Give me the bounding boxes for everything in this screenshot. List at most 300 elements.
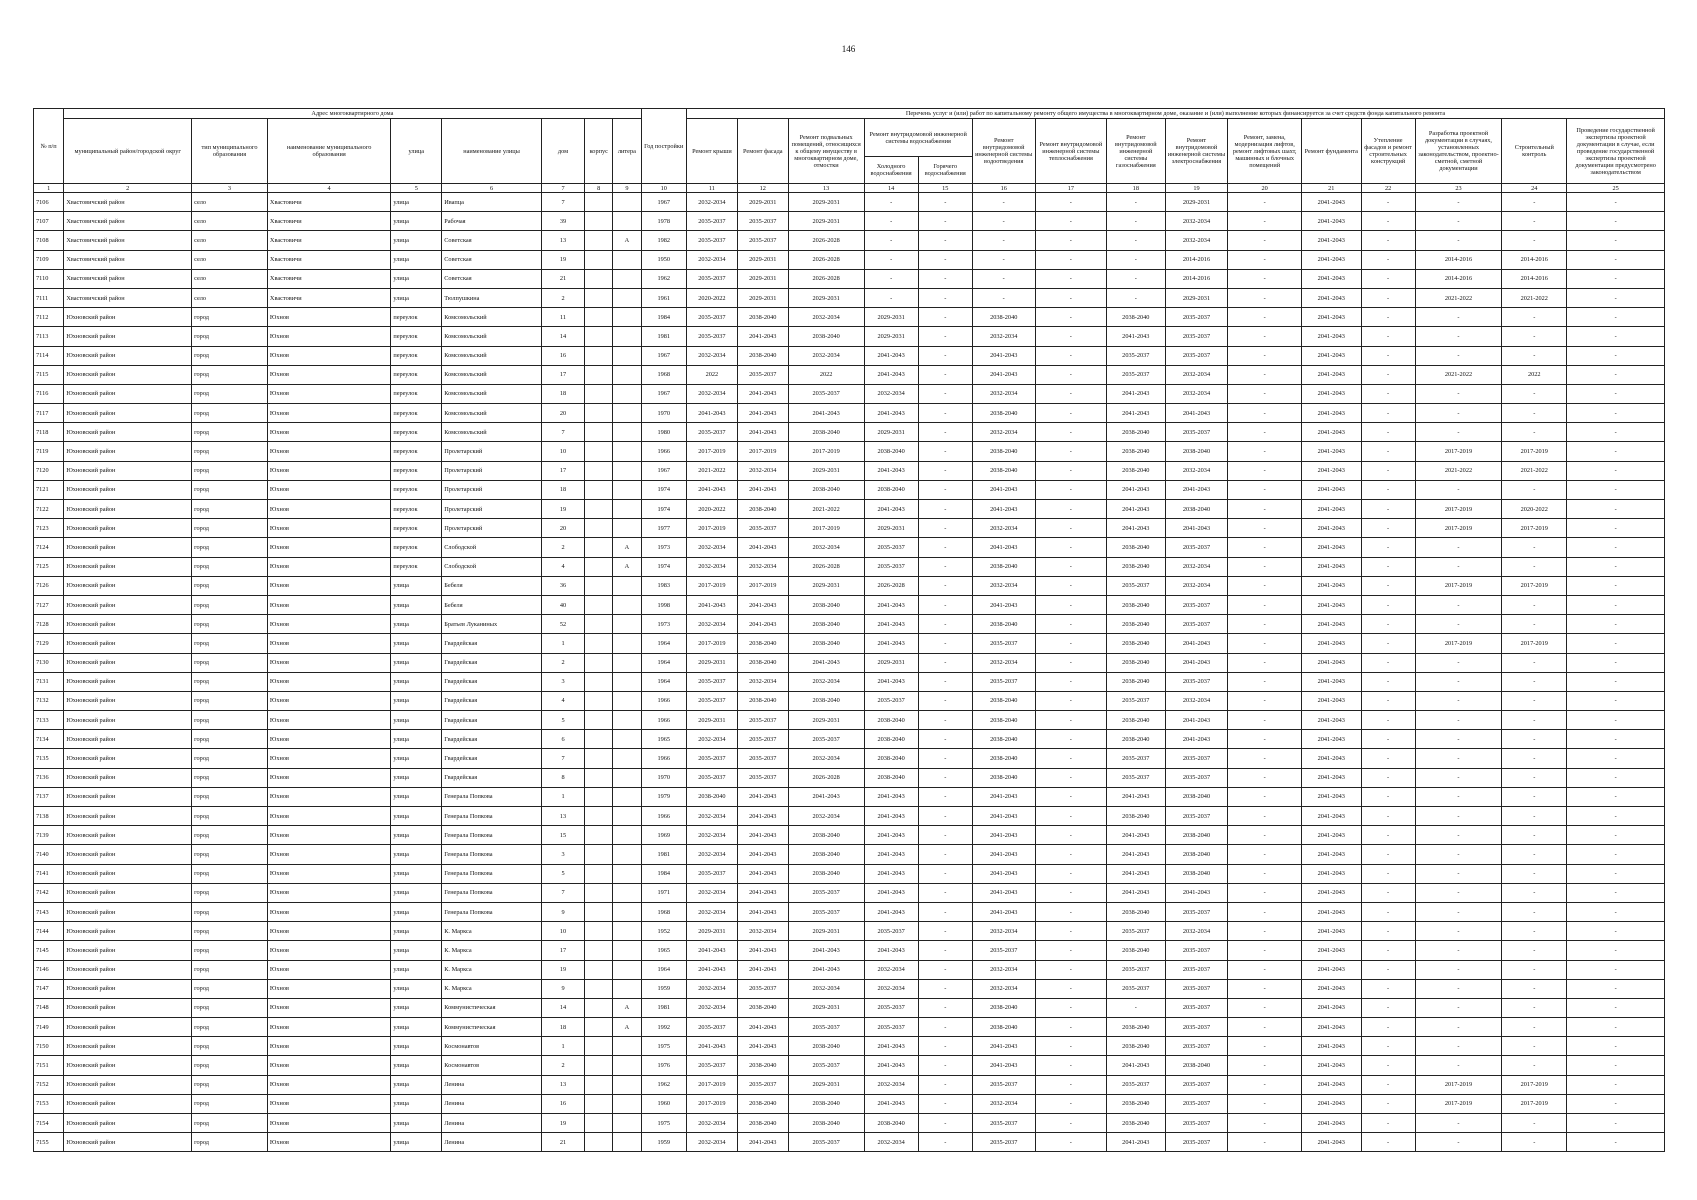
cell-letter	[613, 269, 641, 288]
cell-street-type: переулок	[391, 308, 442, 327]
cell-control: 2021-2022	[1502, 288, 1567, 307]
cell-roof: 2032-2034	[686, 1133, 737, 1152]
cell-design: -	[1415, 711, 1502, 730]
cell-building	[585, 1133, 613, 1152]
cell-district: Юхновский район	[64, 557, 192, 576]
cell-facade: 2041-2043	[737, 1018, 788, 1037]
cell-hot-water: -	[918, 1094, 972, 1113]
cell-insulation: -	[1361, 384, 1415, 403]
cell-cold-water: 2041-2043	[864, 1037, 918, 1056]
cell-control: -	[1502, 922, 1567, 941]
header-heating: Ремонт внутридомовой инженерной системы теплоснабжения	[1035, 119, 1106, 184]
cell-facade: 2035-2037	[737, 231, 788, 250]
cell-letter	[613, 519, 641, 538]
cell-settlement-name: Юхнов	[267, 979, 390, 998]
cell-gas: 2038-2040	[1107, 653, 1165, 672]
cell-building	[585, 845, 613, 864]
cell-street-name: Гвардейская	[442, 653, 542, 672]
cell-facade: 2041-2043	[737, 845, 788, 864]
cell-sewerage: 2041-2043	[972, 883, 1035, 902]
table-row	[34, 595, 1665, 614]
cell-district: Юхновский район	[64, 672, 192, 691]
cell-street-type: переулок	[391, 557, 442, 576]
cell-street-type: улица	[391, 826, 442, 845]
cell-building	[585, 288, 613, 307]
cell-gas: 2038-2040	[1107, 423, 1165, 442]
cell-control: -	[1502, 979, 1567, 998]
cell-elevator: -	[1228, 327, 1302, 346]
cell-hot-water: -	[918, 634, 972, 653]
cell-sewerage: 2032-2034	[972, 960, 1035, 979]
cell-electric: 2029-2031	[1165, 288, 1228, 307]
cell-facade: 2038-2040	[737, 346, 788, 365]
cell-design: -	[1415, 308, 1502, 327]
cell-hot-water: -	[918, 672, 972, 691]
cell-heating: -	[1035, 404, 1106, 423]
cell-facade: 2035-2037	[737, 365, 788, 384]
cell-year: 1971	[641, 883, 686, 902]
table-row	[34, 231, 1665, 250]
cell-electric: 2014-2016	[1165, 250, 1228, 269]
cell-letter	[613, 1037, 641, 1056]
cell-design: -	[1415, 404, 1502, 423]
cell-settlement-type: город	[192, 404, 268, 423]
cell-sewerage: 2035-2037	[972, 941, 1035, 960]
cell-cold-water: 2038-2040	[864, 730, 918, 749]
cell-building	[585, 365, 613, 384]
cell-hot-water: -	[918, 557, 972, 576]
cell-house: 1	[541, 787, 584, 806]
cell-district: Юхновский район	[64, 365, 192, 384]
cell-gas: 2035-2037	[1107, 749, 1165, 768]
cell-building	[585, 384, 613, 403]
cell-house: 52	[541, 615, 584, 634]
cell-row-num: 7141	[34, 864, 64, 883]
cell-foundation: 2041-2043	[1301, 960, 1361, 979]
cell-settlement-name: Юхнов	[267, 960, 390, 979]
cell-house: 39	[541, 212, 584, 231]
column-number-cell: 10	[641, 184, 686, 193]
cell-settlement-name: Юхнов	[267, 864, 390, 883]
cell-expertise: -	[1567, 615, 1665, 634]
cell-year: 1962	[641, 269, 686, 288]
cell-settlement-name: Юхнов	[267, 922, 390, 941]
cell-gas: -	[1107, 998, 1165, 1017]
cell-elevator: -	[1228, 902, 1302, 921]
cell-sewerage: 2032-2034	[972, 519, 1035, 538]
cell-district: Юхновский район	[64, 1018, 192, 1037]
cell-heating: -	[1035, 231, 1106, 250]
cell-house: 6	[541, 730, 584, 749]
cell-settlement-type: город	[192, 864, 268, 883]
cell-control: -	[1502, 845, 1567, 864]
cell-letter	[613, 883, 641, 902]
cell-house: 16	[541, 1094, 584, 1113]
cell-elevator: -	[1228, 480, 1302, 499]
cell-sewerage: 2038-2040	[972, 768, 1035, 787]
cell-roof: 2017-2019	[686, 1075, 737, 1094]
cell-building	[585, 768, 613, 787]
cell-basement: 2032-2034	[788, 346, 864, 365]
cell-sewerage: 2041-2043	[972, 500, 1035, 519]
cell-letter	[613, 1133, 641, 1152]
cell-design: -	[1415, 826, 1502, 845]
cell-roof: 2041-2043	[686, 404, 737, 423]
cell-hot-water: -	[918, 691, 972, 710]
cell-letter	[613, 595, 641, 614]
cell-settlement-name: Юхнов	[267, 1114, 390, 1133]
cell-roof: 2035-2037	[686, 672, 737, 691]
cell-street-type: переулок	[391, 346, 442, 365]
cell-street-name: Рабочая	[442, 212, 542, 231]
column-number-cell: 13	[788, 184, 864, 193]
cell-row-num: 7146	[34, 960, 64, 979]
cell-gas: 2038-2040	[1107, 941, 1165, 960]
cell-elevator: -	[1228, 519, 1302, 538]
cell-basement: 2041-2043	[788, 787, 864, 806]
cell-insulation: -	[1361, 749, 1415, 768]
cell-roof: 2022	[686, 365, 737, 384]
table-row	[34, 787, 1665, 806]
cell-settlement-type: город	[192, 500, 268, 519]
cell-letter	[613, 615, 641, 634]
column-number-cell: 6	[442, 184, 542, 193]
column-number-cell: 15	[918, 184, 972, 193]
cell-cold-water: 2038-2040	[864, 480, 918, 499]
cell-district: Юхновский район	[64, 634, 192, 653]
cell-elevator: -	[1228, 998, 1302, 1017]
cell-roof: 2032-2034	[686, 730, 737, 749]
cell-control: 2014-2016	[1502, 250, 1567, 269]
cell-sewerage: 2041-2043	[972, 826, 1035, 845]
cell-roof: 2035-2037	[686, 691, 737, 710]
cell-year: 1967	[641, 346, 686, 365]
cell-street-type: улица	[391, 711, 442, 730]
cell-district: Юхновский район	[64, 1114, 192, 1133]
cell-control: -	[1502, 595, 1567, 614]
cell-expertise: -	[1567, 960, 1665, 979]
cell-letter: А	[613, 231, 641, 250]
cell-row-num: 7106	[34, 193, 64, 212]
cell-electric: 2035-2037	[1165, 1075, 1228, 1094]
cell-settlement-name: Юхнов	[267, 1075, 390, 1094]
cell-insulation: -	[1361, 864, 1415, 883]
cell-foundation: 2041-2043	[1301, 749, 1361, 768]
cell-house: 19	[541, 1114, 584, 1133]
cell-elevator: -	[1228, 576, 1302, 595]
cell-street-name: Ивапца	[442, 193, 542, 212]
cell-insulation: -	[1361, 250, 1415, 269]
table-row	[34, 691, 1665, 710]
cell-settlement-type: город	[192, 634, 268, 653]
cell-basement: 2032-2034	[788, 749, 864, 768]
cell-street-type: переулок	[391, 519, 442, 538]
cell-insulation: -	[1361, 519, 1415, 538]
cell-elevator: -	[1228, 193, 1302, 212]
cell-elevator: -	[1228, 749, 1302, 768]
cell-hot-water: -	[918, 461, 972, 480]
cell-street-type: улица	[391, 807, 442, 826]
cell-street-type: улица	[391, 1075, 442, 1094]
header-year: Год постройки	[641, 109, 686, 184]
cell-street-type: улица	[391, 768, 442, 787]
cell-hot-water: -	[918, 883, 972, 902]
table-row	[34, 653, 1665, 672]
cell-sewerage: -	[972, 193, 1035, 212]
cell-facade: 2035-2037	[737, 519, 788, 538]
cell-cold-water: 2029-2031	[864, 308, 918, 327]
cell-electric: 2032-2034	[1165, 384, 1228, 403]
cell-heating: -	[1035, 941, 1106, 960]
table-row	[34, 346, 1665, 365]
cell-year: 1970	[641, 404, 686, 423]
cell-street-name: Комсомольский	[442, 308, 542, 327]
cell-street-name: Гвардейская	[442, 768, 542, 787]
cell-cold-water: 2032-2034	[864, 1075, 918, 1094]
cell-control: -	[1502, 1114, 1567, 1133]
cell-heating: -	[1035, 442, 1106, 461]
cell-letter	[613, 288, 641, 307]
cell-elevator: -	[1228, 442, 1302, 461]
cell-insulation: -	[1361, 193, 1415, 212]
cell-expertise: -	[1567, 576, 1665, 595]
cell-row-num: 7119	[34, 442, 64, 461]
cell-house: 10	[541, 922, 584, 941]
cell-heating: -	[1035, 711, 1106, 730]
cell-sewerage: 2041-2043	[972, 902, 1035, 921]
cell-settlement-type: город	[192, 807, 268, 826]
cell-elevator: -	[1228, 960, 1302, 979]
cell-letter	[613, 960, 641, 979]
cell-heating: -	[1035, 346, 1106, 365]
cell-street-type: улица	[391, 979, 442, 998]
cell-year: 1981	[641, 327, 686, 346]
cell-roof: 2041-2043	[686, 941, 737, 960]
cell-house: 13	[541, 1075, 584, 1094]
cell-elevator: -	[1228, 288, 1302, 307]
cell-year: 1966	[641, 807, 686, 826]
cell-facade: 2041-2043	[737, 1133, 788, 1152]
cell-settlement-type: город	[192, 1114, 268, 1133]
cell-basement: 2041-2043	[788, 941, 864, 960]
cell-street-type: улица	[391, 231, 442, 250]
cell-district: Юхновский район	[64, 308, 192, 327]
cell-year: 1975	[641, 1114, 686, 1133]
cell-foundation: 2041-2043	[1301, 787, 1361, 806]
cell-cold-water: 2035-2037	[864, 691, 918, 710]
cell-letter	[613, 212, 641, 231]
cell-expertise: -	[1567, 384, 1665, 403]
cell-roof: 2035-2037	[686, 269, 737, 288]
cell-row-num: 7136	[34, 768, 64, 787]
cell-foundation: 2041-2043	[1301, 365, 1361, 384]
cell-settlement-name: Хвастовичи	[267, 231, 390, 250]
cell-sewerage: 2041-2043	[972, 845, 1035, 864]
cell-district: Юхновский район	[64, 538, 192, 557]
cell-roof: 2032-2034	[686, 250, 737, 269]
cell-settlement-type: город	[192, 787, 268, 806]
table-row	[34, 442, 1665, 461]
cell-sewerage: 2038-2040	[972, 691, 1035, 710]
cell-electric: 2035-2037	[1165, 902, 1228, 921]
cell-settlement-type: город	[192, 1133, 268, 1152]
header-insulation: Утепление фасадов и ремонт строительных конструкций	[1361, 119, 1415, 184]
cell-house: 15	[541, 826, 584, 845]
cell-foundation: 2041-2043	[1301, 826, 1361, 845]
cell-facade: 2041-2043	[737, 826, 788, 845]
cell-roof: 2035-2037	[686, 749, 737, 768]
cell-heating: -	[1035, 691, 1106, 710]
cell-district: Юхновский район	[64, 519, 192, 538]
cell-year: 1975	[641, 1037, 686, 1056]
cell-control: -	[1502, 480, 1567, 499]
cell-roof: 2035-2037	[686, 327, 737, 346]
cell-hot-water: -	[918, 922, 972, 941]
cell-heating: -	[1035, 730, 1106, 749]
cell-basement: 2038-2040	[788, 1037, 864, 1056]
cell-year: 1964	[641, 634, 686, 653]
cell-electric: 2035-2037	[1165, 595, 1228, 614]
cell-heating: -	[1035, 250, 1106, 269]
cell-settlement-type: село	[192, 269, 268, 288]
cell-street-name: Генерала Попкова	[442, 826, 542, 845]
column-number-cell: 2	[64, 184, 192, 193]
cell-cold-water: -	[864, 231, 918, 250]
cell-hot-water: -	[918, 308, 972, 327]
cell-settlement-type: город	[192, 557, 268, 576]
cell-sewerage: 2041-2043	[972, 365, 1035, 384]
cell-insulation: -	[1361, 615, 1415, 634]
cell-design: -	[1415, 941, 1502, 960]
cell-elevator: -	[1228, 538, 1302, 557]
cell-basement: 2035-2037	[788, 384, 864, 403]
cell-design: -	[1415, 922, 1502, 941]
cell-facade: 2032-2034	[737, 557, 788, 576]
cell-street-name: Гвардейская	[442, 634, 542, 653]
header-design: Разработка проектной документации в случаях, установленных законодательством, проектно-сметной, сметной документации	[1415, 119, 1502, 184]
cell-letter	[613, 826, 641, 845]
cell-cold-water: 2038-2040	[864, 768, 918, 787]
cell-facade: 2032-2034	[737, 922, 788, 941]
cell-letter	[613, 922, 641, 941]
cell-foundation: 2041-2043	[1301, 308, 1361, 327]
cell-foundation: 2041-2043	[1301, 672, 1361, 691]
cell-elevator: -	[1228, 1056, 1302, 1075]
cell-sewerage: 2032-2034	[972, 576, 1035, 595]
header-water-group: Ремонт внутридомовой инженерной системы водоснабжения	[864, 119, 972, 157]
cell-elevator: -	[1228, 615, 1302, 634]
cell-settlement-type: город	[192, 1094, 268, 1113]
cell-electric: 2035-2037	[1165, 768, 1228, 787]
cell-house: 1	[541, 1037, 584, 1056]
column-number-cell: 11	[686, 184, 737, 193]
cell-settlement-name: Юхнов	[267, 902, 390, 921]
table-row	[34, 1037, 1665, 1056]
cell-expertise: -	[1567, 711, 1665, 730]
cell-district: Юхновский район	[64, 730, 192, 749]
cell-insulation: -	[1361, 787, 1415, 806]
cell-control: -	[1502, 193, 1567, 212]
cell-year: 1965	[641, 730, 686, 749]
cell-cold-water: 2032-2034	[864, 960, 918, 979]
cell-roof: 2032-2034	[686, 557, 737, 576]
cell-letter	[613, 1094, 641, 1113]
cell-roof: 2017-2019	[686, 576, 737, 595]
cell-cold-water: 2029-2031	[864, 653, 918, 672]
cell-electric: 2035-2037	[1165, 1018, 1228, 1037]
cell-letter	[613, 384, 641, 403]
cell-insulation: -	[1361, 308, 1415, 327]
cell-row-num: 7110	[34, 269, 64, 288]
cell-elevator: -	[1228, 500, 1302, 519]
cell-letter	[613, 576, 641, 595]
cell-settlement-name: Юхнов	[267, 519, 390, 538]
cell-letter	[613, 691, 641, 710]
cell-expertise: -	[1567, 595, 1665, 614]
cell-foundation: 2041-2043	[1301, 1075, 1361, 1094]
cell-basement: 2029-2031	[788, 998, 864, 1017]
cell-year: 1964	[641, 653, 686, 672]
cell-control: 2017-2019	[1502, 576, 1567, 595]
cell-settlement-type: город	[192, 480, 268, 499]
cell-design: -	[1415, 807, 1502, 826]
cell-hot-water: -	[918, 845, 972, 864]
cell-facade: 2038-2040	[737, 1094, 788, 1113]
cell-roof: 2032-2034	[686, 883, 737, 902]
table-row	[34, 634, 1665, 653]
cell-gas: 2041-2043	[1107, 384, 1165, 403]
cell-letter	[613, 327, 641, 346]
cell-roof: 2029-2031	[686, 653, 737, 672]
cell-street-name: Пролетарский	[442, 519, 542, 538]
cell-design: -	[1415, 1114, 1502, 1133]
cell-control: -	[1502, 423, 1567, 442]
header-works-group: Перечень услуг и (или) работ по капитальному ремонту общего имущества в многоквартирном доме, оказание и (или) выполнение которых финансируется за счет средств фонда капитального ремонта	[686, 109, 1664, 119]
cell-control: -	[1502, 807, 1567, 826]
header-settlement-type: тип муниципального образования	[192, 119, 268, 184]
cell-building	[585, 998, 613, 1017]
cell-basement: 2032-2034	[788, 538, 864, 557]
cell-hot-water: -	[918, 288, 972, 307]
cell-foundation: 2041-2043	[1301, 538, 1361, 557]
cell-settlement-name: Юхнов	[267, 1037, 390, 1056]
cell-elevator: -	[1228, 1094, 1302, 1113]
cell-building	[585, 327, 613, 346]
cell-year: 1981	[641, 998, 686, 1017]
table-row	[34, 500, 1665, 519]
cell-street-type: улица	[391, 288, 442, 307]
cell-foundation: 2041-2043	[1301, 1094, 1361, 1113]
cell-insulation: -	[1361, 327, 1415, 346]
cell-district: Юхновский район	[64, 691, 192, 710]
cell-design: -	[1415, 787, 1502, 806]
cell-facade: 2029-2031	[737, 269, 788, 288]
cell-year: 1964	[641, 672, 686, 691]
cell-basement: 2029-2031	[788, 711, 864, 730]
cell-gas: -	[1107, 250, 1165, 269]
cell-settlement-name: Юхнов	[267, 557, 390, 576]
cell-cold-water: 2041-2043	[864, 615, 918, 634]
cell-hot-water: -	[918, 998, 972, 1017]
cell-gas: 2041-2043	[1107, 404, 1165, 423]
cell-heating: -	[1035, 653, 1106, 672]
cell-heating: -	[1035, 615, 1106, 634]
cell-design: -	[1415, 231, 1502, 250]
cell-roof: 2035-2037	[686, 864, 737, 883]
cell-street-name: Генерала Попкова	[442, 787, 542, 806]
cell-hot-water: -	[918, 250, 972, 269]
cell-building	[585, 1056, 613, 1075]
